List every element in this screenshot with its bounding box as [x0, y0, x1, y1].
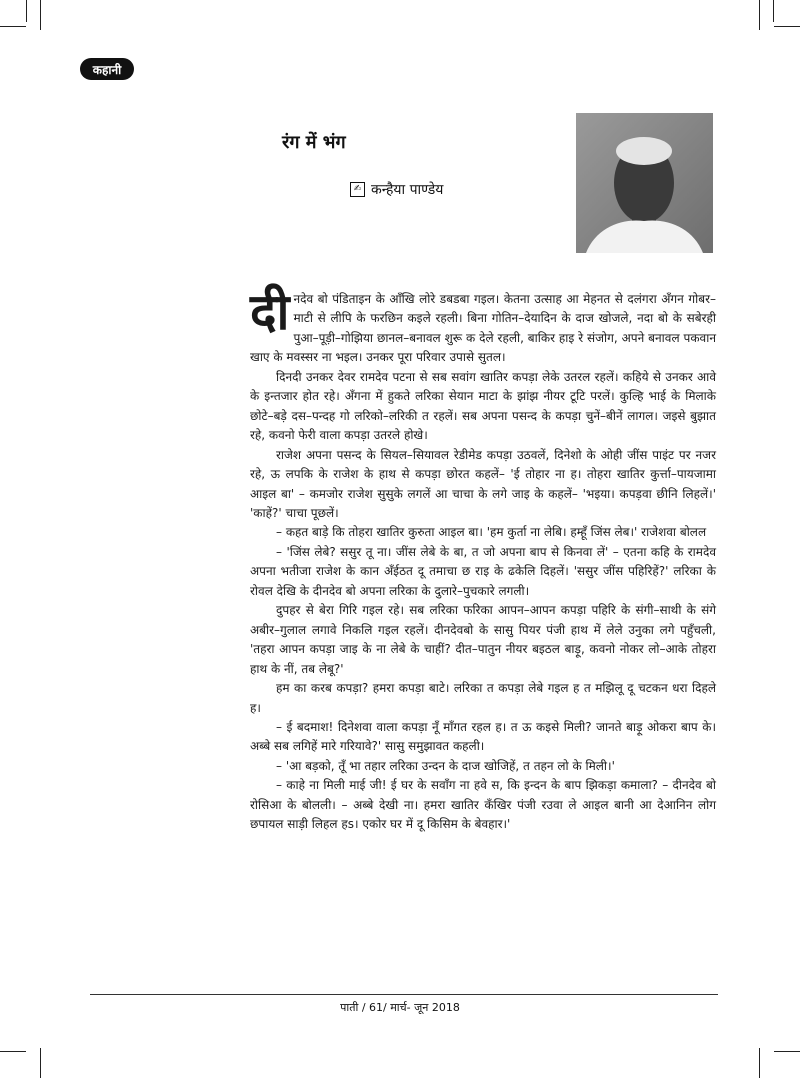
paragraph-text: नदेव बो पंडिताइन के आँखि लोरे डबडबा गइल। केतना उत्साह आ मेहनत से दलंगरा अँगन गोबर–माटी से लीपि के फरछिन कइले रहली। बिना गोतिन–देयादिन के दाज खोजले, नदा बो के सबेरही पुआ–पूड़ी–गोझिया छानल–बनावल शुरू क देले रहली, बाकिर हाइ रे संजोग, अपने बनावल पकवान खाए के मवस्सर ना भइल। उनकर पूरा परिवार उपासे सुतल।	[250, 292, 716, 365]
paragraph: – काहे ना मिली माई जी! ई घर के सवाँग ना हवे स, कि इन्दन के बाप झिकड़ा कमाला? – दीनदेव बो रोसिआ के बोलली। – अब्बे देखी ना। हमरा खातिर कँखिर पंजी रउवा ले आइल बानी आ देआनिन लोग छपायल साड़ी लिहल हs। एकोर घर में दू किसिम के बेवहार।'	[250, 778, 716, 832]
story-title: रंग में भंग	[282, 132, 346, 153]
pen-icon: ✍	[350, 182, 365, 197]
author-byline	[350, 180, 443, 199]
crop-mark	[774, 26, 800, 27]
crop-mark	[774, 1051, 800, 1052]
paragraph: – ई बदमाश! दिनेशवा वाला कपड़ा नूँ माँगत रहल ह। त ऊ कइसे मिली? जानते बाड़ू ओकरा बाप के। अब्बे सब लगिहें मारे गरियावे?' सासु समुझावत कहली।	[250, 719, 716, 754]
paragraph: – 'जिंस लेबे? ससुर तू ना। जींस लेबे के बा, त जो अपना बाप से किनवा लें' – एतना कहि के रामदेव अपना भतीजा राजेश के कान अँईठत दू तमाचा छ राइ के ढकेलि दिहलें। 'ससुर जींस पहिरिहें?' लरिका के रोवल देखि के दीनदेव बो अपना लरिका के दुलारे–पुचकारे लगली।	[250, 544, 716, 598]
crop-mark	[759, 1048, 760, 1078]
footer-rule	[90, 994, 718, 995]
paragraph: हम का करब कपड़ा? हमरा कपड़ा बाटे। लरिका त कपड़ा लेबे गइल ह त मझिलू दू चटकन धरा दिहले ह।	[250, 681, 716, 715]
paragraph	[250, 283, 716, 368]
paragraph: दुपहर से बेरा गिरि गइल रहे। सब लरिका फरिका आपन–आपन कपड़ा पहिरि के संगी–साथी के संगे अबीर–गुलाल लगावे निकलि गइल रहलें। दीनदेवबो के सासु पियर पंजी हाथ में लेले उनुका लगे पहुँचली, 'तहरा आपन कपड़ा जाइ के ना लेबे के चाहीं? दीत–पातुन नीयर बइठल बाड़ू, कवनो नोकर लो–आके तोहरा हाथ के नीं, तब लेबू?'	[250, 603, 716, 676]
crop-mark	[26, 0, 27, 22]
page-footer: पाती / 61/ मार्च- जून 2018	[340, 1001, 460, 1014]
crop-mark	[773, 0, 774, 22]
paragraph: दिनदी उनकर देवर रामदेव पटना से सब सवांग खातिर कपड़ा लेके उतरल रहलें। कहिये से उनकर आवे के इन्तजार होत रहे। अँगना में हुकते लरिका सेयान माटा के झांझ नीयर टूटि परलें। कुल्हि भाई के मिलाके छोटे–बड़े दस–पन्दह गो लरिको–लरिकी त रहलें। सब अपना पसन्द के कपड़ा चुनें–बीनें लागल। जइसे बुझात रहे, कवनो फेरी वाला कपड़ा उतरले होखे।	[250, 369, 716, 443]
article-body	[250, 283, 716, 835]
crop-mark	[759, 0, 760, 30]
drop-cap: दी	[250, 283, 290, 341]
crop-mark	[40, 0, 41, 30]
paragraph: – 'आ बड़को, तूँ भा तहार लरिका उन्दन के दाज खोजिहें, त तहन लो के मिली।'	[276, 758, 615, 773]
paragraph: – कहत बाड़े कि तोहरा खातिर कुरुता आइल बा। 'हम कुर्ता ना लेबि। हम्हूँ जिंस लेब।' राजेशवा बोलल	[276, 525, 707, 540]
crop-mark	[40, 1048, 41, 1078]
paragraph: राजेश अपना पसन्द के सियल–सियावल रेडीमेड कपड़ा उठवलें, दिनेशो के ओही जींस पाइंट पर नजर रहे, ऊ लपकि के राजेश के हाथ से कपड़ा छोरत कहलें– 'ई तोहार ना ह। तोहरा खातिर कुर्त्ता–पायजामा आइल बा' – कमजोर राजेश सुसुके लगलें आ चाचा के लगे जाइ के कहलें– 'भइया। कपड़वा छीनि लिहलें।' 'काहें?' चाचा पूछलें।	[250, 447, 716, 520]
author-name: कन्हैया पाण्डेय	[371, 182, 444, 198]
author-photo	[576, 113, 713, 253]
crop-mark	[0, 26, 26, 27]
crop-mark	[0, 1051, 26, 1052]
section-tag: कहानी	[80, 58, 134, 80]
